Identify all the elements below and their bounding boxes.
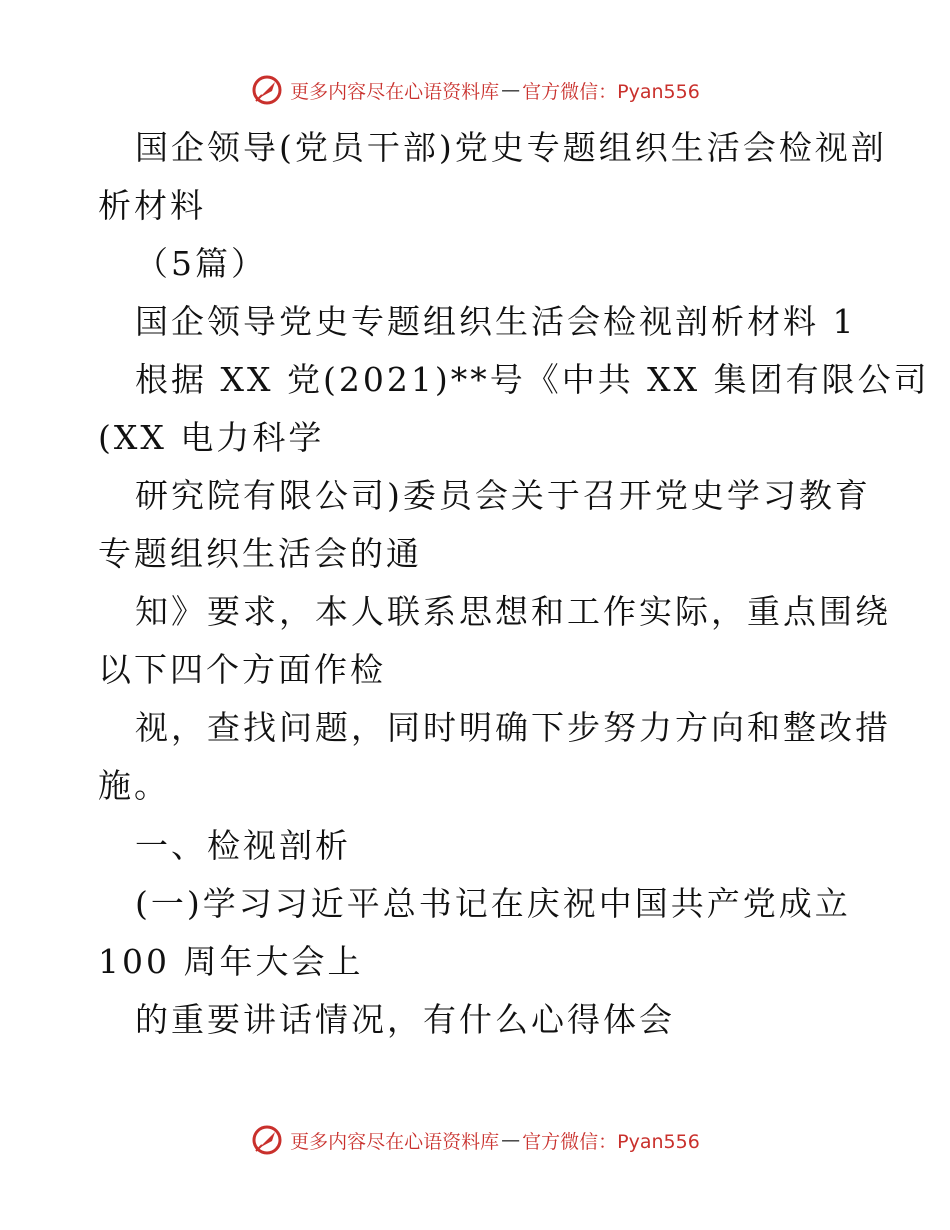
section-heading: 国企领导党史专题组织生活会检视剖析材料 1 xyxy=(135,302,857,341)
paragraph-line: (XX 电力科学 xyxy=(98,418,325,457)
section-title: 一、检视剖析 xyxy=(135,826,351,865)
subsection-title-cont: 100 周年大会上 xyxy=(98,942,364,981)
watermark-separator: — xyxy=(501,1129,521,1151)
title-line-2: 析材料 xyxy=(98,186,206,225)
paragraph-line: 根据 XX 党(2021)**号《中共 XX 集团有限公司 xyxy=(135,360,930,399)
footer-watermark xyxy=(0,1120,950,1160)
paragraph-line: 以下四个方面作检 xyxy=(98,650,386,689)
watermark-separator: — xyxy=(501,79,521,101)
paragraph-line: 研究院有限公司)委员会关于召开党史学习教育 xyxy=(135,476,871,515)
watermark-text: 更多内容尽在心语资料库 xyxy=(290,80,500,103)
quill-logo-icon xyxy=(250,1123,284,1157)
subsection-title: (一)学习习近平总书记在庆祝中国共产党成立 xyxy=(135,884,851,923)
title-count: （5篇） xyxy=(135,244,267,283)
title-line-1: 国企领导(党员干部)党史专题组织生活会检视剖 xyxy=(135,128,887,167)
watermark-contact: 官方微信：Pyan556 xyxy=(522,1130,700,1153)
paragraph-line: 知》要求，本人联系思想和工作实际，重点围绕 xyxy=(135,592,891,631)
watermark-text: 更多内容尽在心语资料库 xyxy=(290,1130,500,1153)
watermark-contact: 官方微信：Pyan556 xyxy=(522,80,700,103)
subsection-title-cont: 的重要讲话情况，有什么心得体会 xyxy=(135,1000,675,1039)
paragraph-line: 专题组织生活会的通 xyxy=(98,534,422,573)
paragraph-line: 视，查找问题，同时明确下步努力方向和整改措 xyxy=(135,708,891,747)
paragraph-line: 施。 xyxy=(98,766,170,805)
